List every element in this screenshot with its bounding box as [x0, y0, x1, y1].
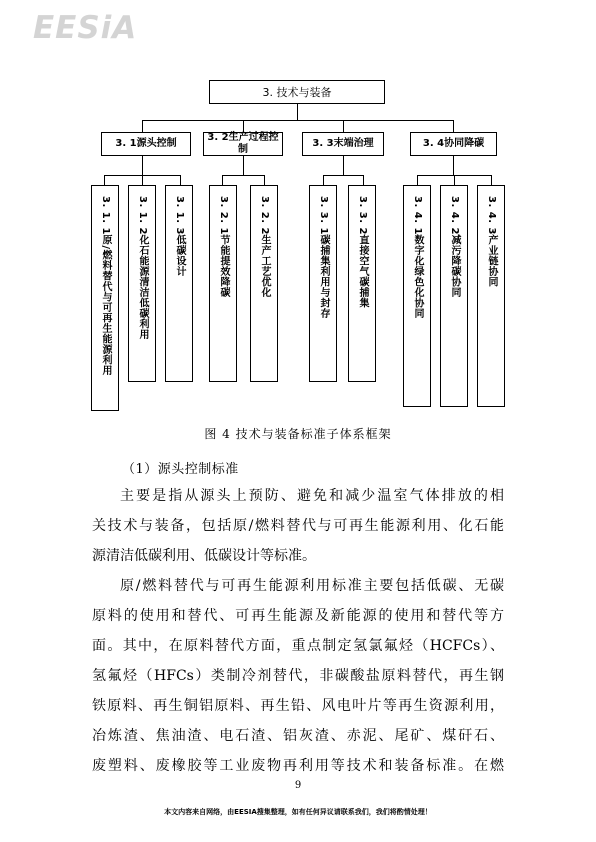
connector-line [323, 175, 324, 185]
leaf-box: 3. 2. 1节能提效降碳 [209, 185, 237, 382]
footer-disclaimer: 本文内容来自网络，由EESIA搜集整理，如有任何异议请联系我们，我们将酌情处理！ [164, 808, 432, 816]
connector-line [180, 175, 181, 185]
branch-box-end-treatment: 3. 3末端治理 [302, 132, 384, 156]
connector-line [222, 175, 223, 185]
connector-line [222, 175, 264, 176]
page-number: 9 [294, 780, 302, 791]
connector-line [142, 156, 143, 175]
figure-caption: 图 4 技术与装备标准子体系框架 [204, 427, 392, 441]
paragraph-line: 废塑料、废橡胶等工业废物再利用等技术和装备标准。在燃 [92, 758, 504, 774]
paragraph-line: 源清洁低碳利用、低碳设计等标准。 [92, 548, 316, 564]
connector-line [453, 156, 454, 175]
leaf-box: 3. 3. 1碳捕集利用与封存 [309, 185, 337, 382]
leaf-box: 3. 1. 1原/燃料替代与可再生能源利用 [91, 185, 119, 411]
connector-line [417, 175, 418, 185]
connector-line [363, 175, 364, 185]
connector-line [453, 120, 454, 132]
connector-line [142, 175, 143, 185]
leaf-box: 3. 4. 2减污降碳协同 [440, 185, 468, 407]
standard-framework-diagram [0, 0, 596, 420]
connector-line [491, 175, 492, 185]
connector-line [264, 175, 265, 185]
leaf-box: 3. 4. 3产业链协同 [477, 185, 505, 407]
eesia-logo: EESiA [33, 10, 138, 46]
leaf-box: 3. 2. 2生产工艺优化 [250, 185, 278, 382]
paragraph-line: 原/燃料替代与可再生能源利用标准主要包括低碳、无碳 [120, 578, 504, 594]
connector-line [142, 120, 143, 132]
connector-line [343, 156, 344, 175]
branch-box-collaborative: 3. 4协同降碳 [410, 132, 497, 156]
paragraph-1 [92, 481, 504, 511]
connector-line [343, 120, 344, 132]
connector-line [142, 120, 453, 121]
paragraph-line: 氢氟烃（HFCs）类制冷剂替代，非碳酸盐原料替代，再生钢 [92, 668, 504, 684]
paragraph-2-cont [92, 601, 504, 781]
paragraph-1-cont [92, 511, 504, 571]
paragraph-2 [92, 571, 504, 601]
connector-line [243, 120, 244, 132]
paragraph-line: 面。其中，在原料替代方面，重点制定氢氯氟烃（HCFCs）、 [92, 638, 504, 654]
connector-line [104, 175, 105, 185]
paragraph-line: 原料的使用和替代、可再生能源及新能源的使用和替代等方 [92, 608, 504, 624]
branch-box-source-control: 3. 1源头控制 [101, 132, 191, 156]
paragraph-line: 铁原料、再生铜铝原料、再生铅、风电叶片等再生资源利用， [92, 698, 504, 714]
connector-line [243, 156, 244, 175]
leaf-box: 3. 3. 2直接空气碳捕集 [348, 185, 376, 382]
paragraph-line: 主要是指从源头上预防、避免和减少温室气体排放的相 [120, 488, 504, 504]
leaf-box: 3. 1. 2化石能源清洁低碳利用 [128, 185, 156, 382]
leaf-box: 3. 1. 3低碳设计 [165, 185, 193, 382]
section-heading: （1）源头控制标准 [122, 462, 239, 477]
paragraph-line: 冶炼渣、焦油渣、电石渣、铝灰渣、赤泥、尾矿、煤矸石、 [92, 728, 504, 744]
connector-line [297, 103, 298, 120]
connector-line [323, 175, 363, 176]
paragraph-line: 关技术与装备，包括原/燃料替代与可再生能源利用、化石能 [92, 518, 504, 534]
connector-line [454, 175, 455, 185]
leaf-box: 3. 4. 1数字化绿色化协同 [403, 185, 431, 407]
branch-box-process-control: 3. 2生产过程控制 [203, 132, 283, 156]
diagram-root-box: 3. 技术与装备 [209, 80, 385, 104]
